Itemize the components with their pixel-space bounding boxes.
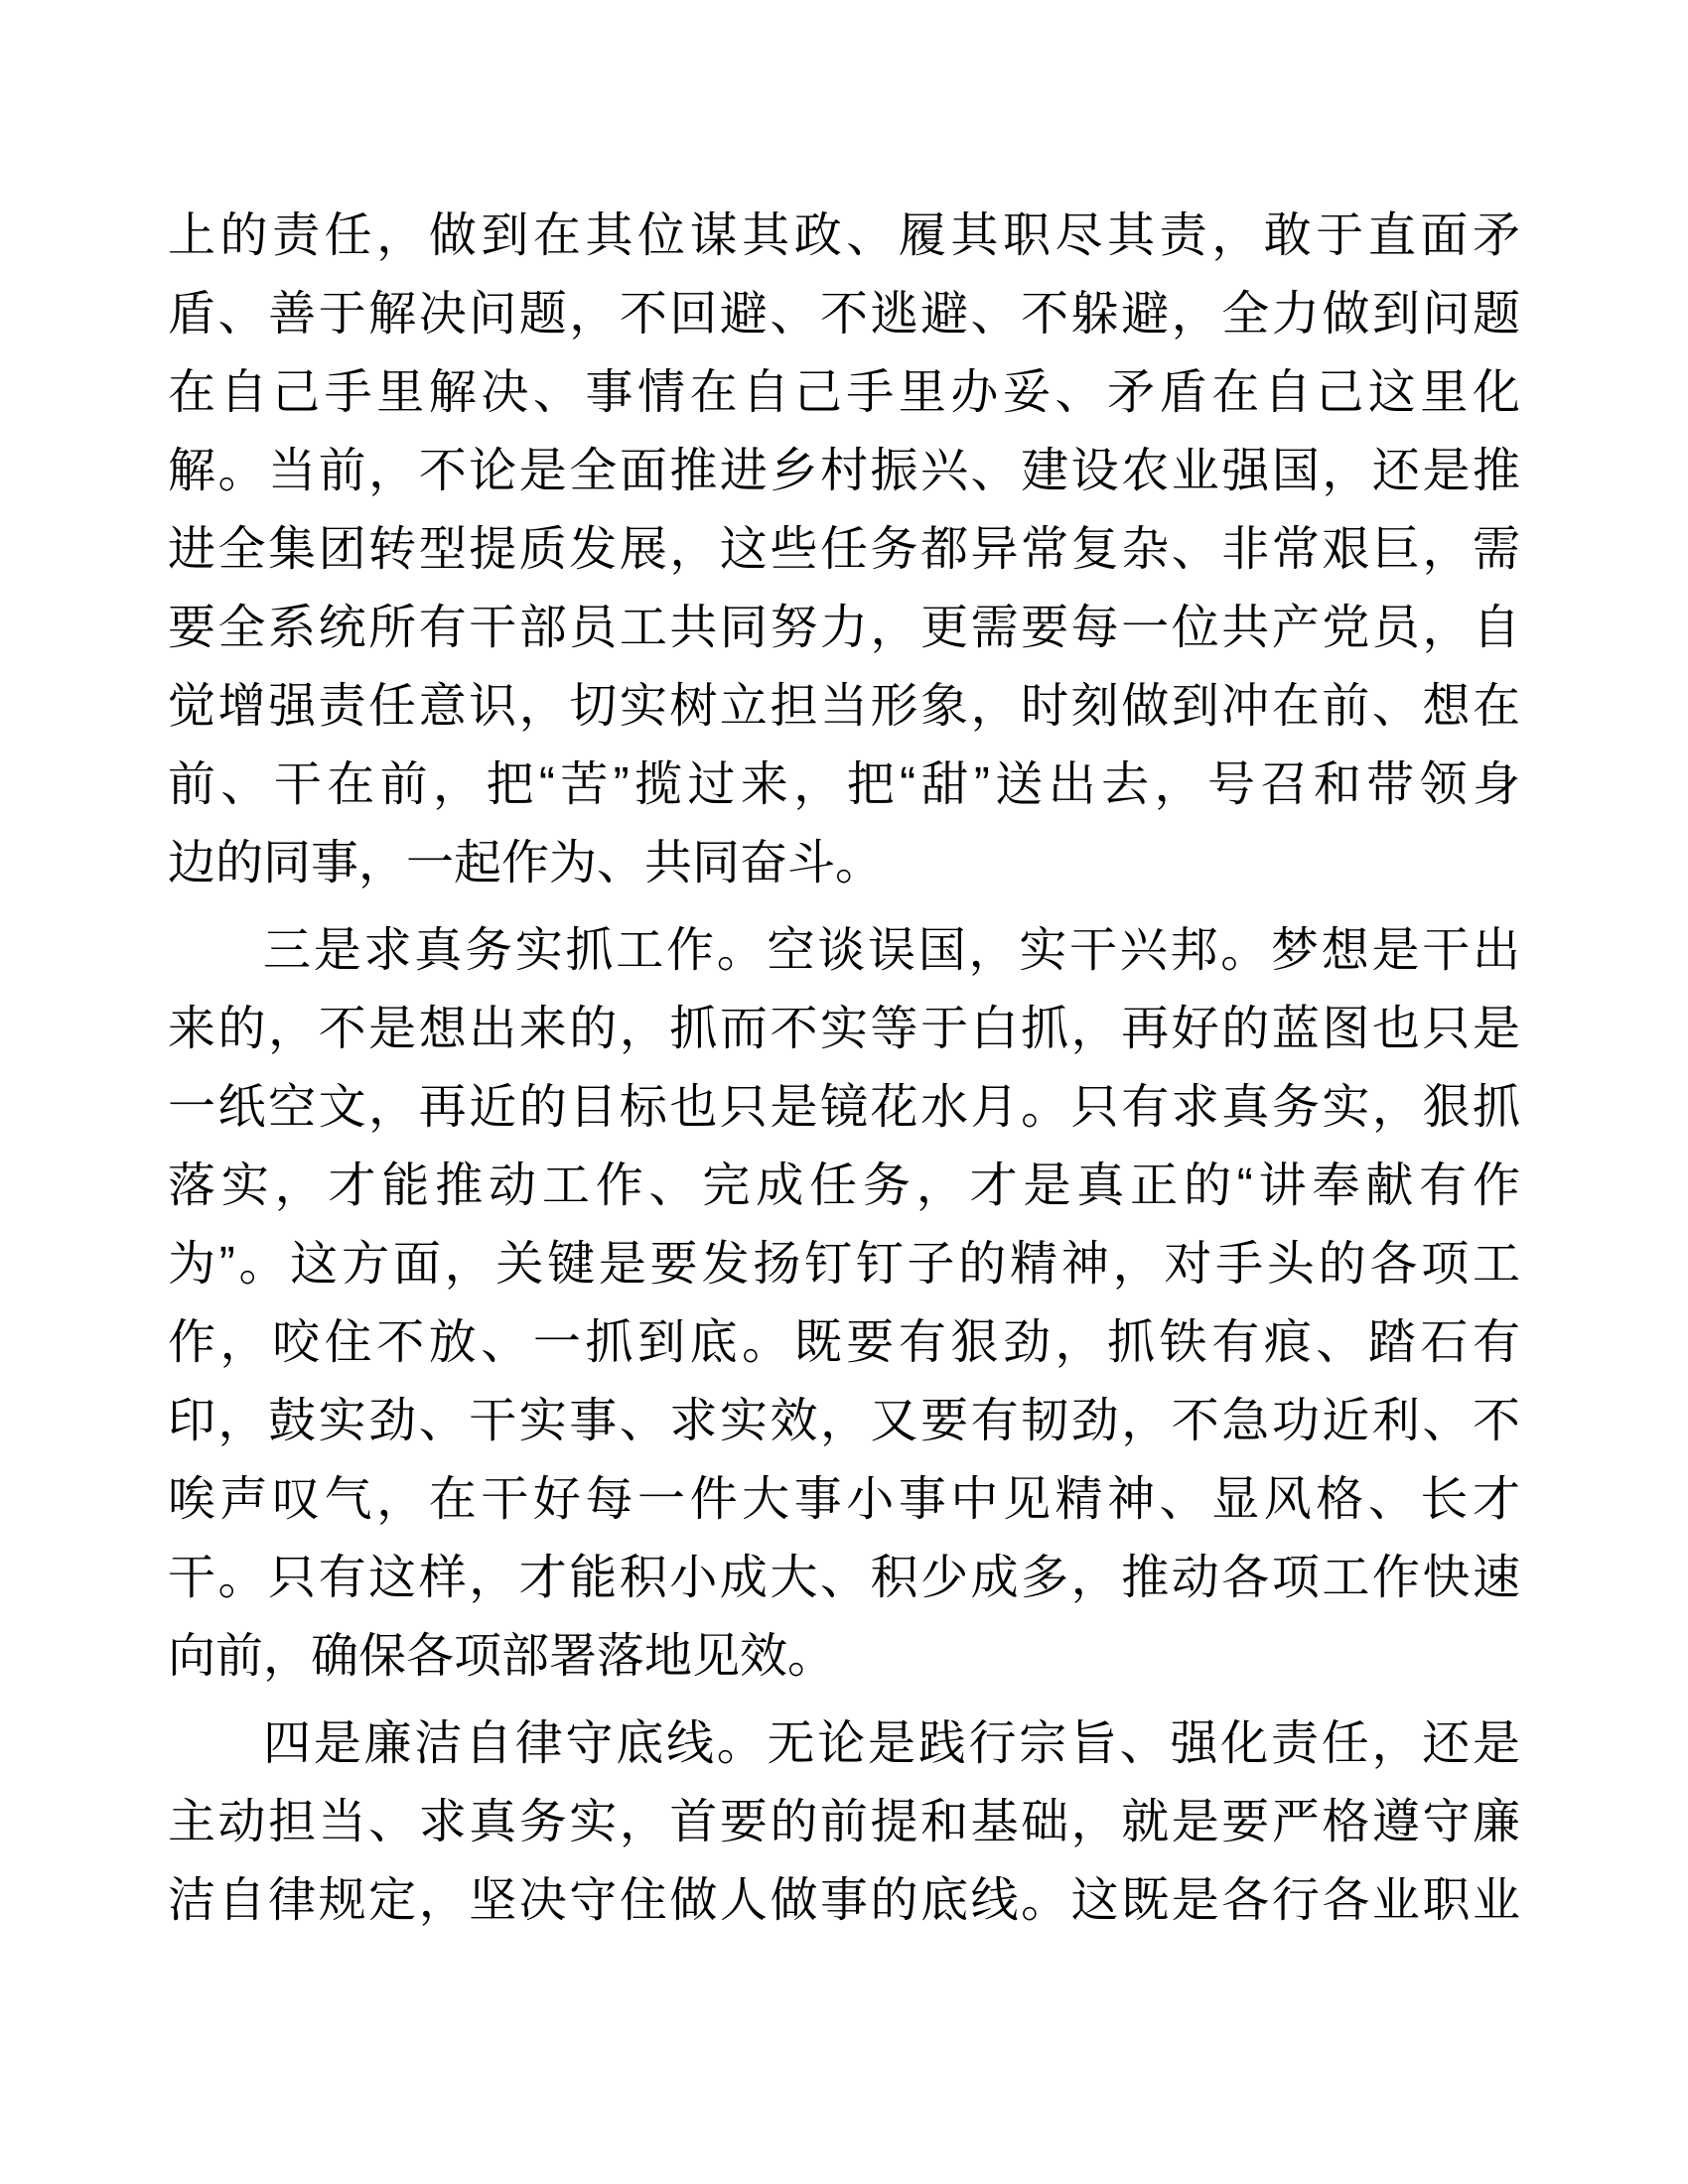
text-line: 边的同事，一起作为、共同奋斗。: [168, 837, 884, 889]
text-line: 作，咬住不放、一抓到底。既要有狠劲，抓铁有痕、踏石有: [168, 1316, 1520, 1369]
text-line: 上的责任，做到在其位谋其政、履其职尽其责，敢于直面矛: [168, 209, 1520, 262]
paragraph: [168, 197, 1520, 902]
text-line: 四是廉洁自律守底线。无论是践行宗旨、强化责任，还是: [263, 1717, 1520, 1770]
text-line: 为”。这方面，关键是要发扬钉钉子的精神，对手头的各项工: [168, 1238, 1520, 1291]
text-line: 干。只有这样，才能积小成大、积少成多，推动各项工作快速: [168, 1552, 1520, 1604]
text-line: 前、干在前，把“苦”揽过来，把“甜”送出去，号召和带领身: [168, 758, 1520, 811]
text-line: 在自己手里解决、事情在自己手里办妥、矛盾在自己这里化: [168, 366, 1520, 419]
text-line: 印，鼓实劲、干实事、求实效，又要有韧劲，不急功近利、不: [168, 1395, 1520, 1447]
text-line: 向前，确保各项部署落地见效。: [168, 1630, 836, 1683]
paragraph: [168, 911, 1520, 1696]
text-line: 落实，才能推动工作、完成任务，才是真正的“讲奉献有作: [168, 1160, 1520, 1212]
document-text-block: [168, 197, 1520, 1940]
text-line: 盾、善于解决问题，不回避、不逃避、不躲避，全力做到问题: [168, 288, 1520, 341]
text-line: 进全集团转型提质发展，这些任务都异常复杂、非常艰巨，需: [168, 523, 1520, 576]
text-line: 唉声叹气，在干好每一件大事小事中见精神、显风格、长才: [168, 1473, 1520, 1526]
text-line: 主动担当、求真务实，首要的前提和基础，就是要严格遵守廉: [168, 1796, 1520, 1848]
text-line: 解。当前，不论是全面推进乡村振兴、建设农业强国，还是推: [168, 445, 1520, 497]
paragraph: [168, 1705, 1520, 1940]
text-line: 洁自律规定，坚决守住做人做事的底线。这既是各行各业职业: [168, 1874, 1520, 1927]
text-line: 一纸空文，再近的目标也只是镜花水月。只有求真务实，狠抓: [168, 1081, 1520, 1134]
text-line: 要全系统所有干部员工共同努力，更需要每一位共产党员，自: [168, 602, 1520, 654]
text-line: 觉增强责任意识，切实树立担当形象，时刻做到冲在前、想在: [168, 680, 1520, 733]
text-line: 三是求真务实抓工作。空谈误国，实干兴邦。梦想是干出: [263, 924, 1520, 977]
text-line: 来的，不是想出来的，抓而不实等于白抓，再好的蓝图也只是: [168, 1003, 1520, 1055]
